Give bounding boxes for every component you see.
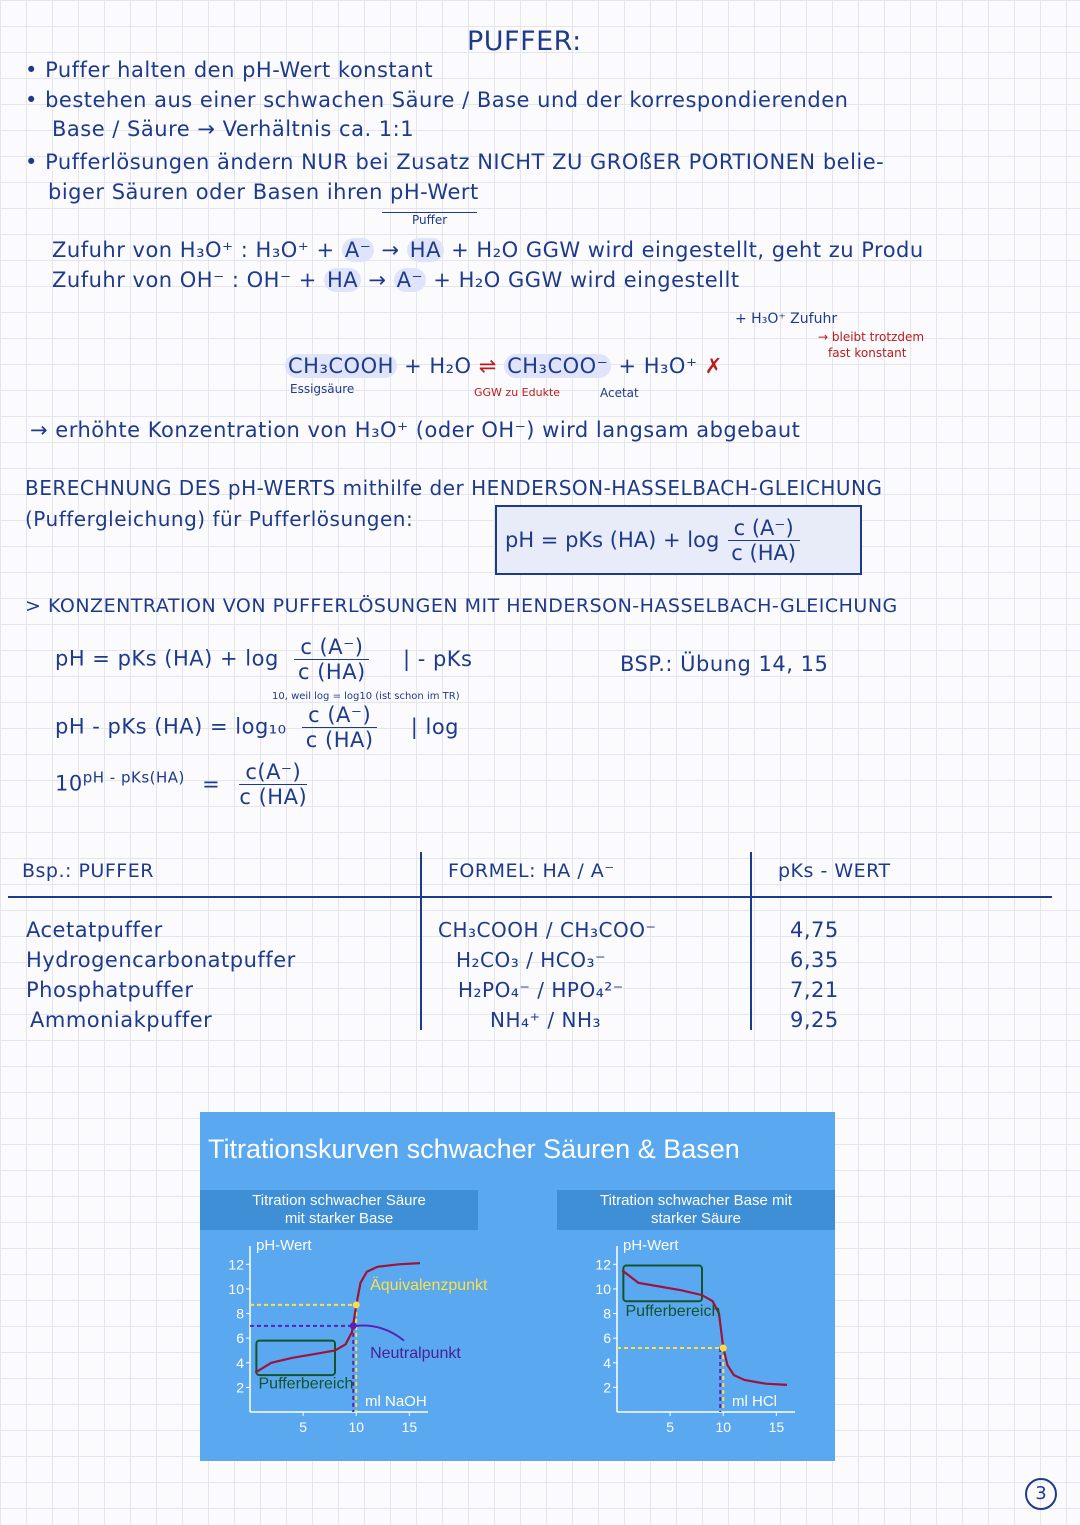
- reaction-oh-rest: + H₂O GGW wird eingestellt: [433, 268, 740, 292]
- table-cell-name: Acetatpuffer: [26, 918, 163, 942]
- conc-eq1-num: c (A⁻): [294, 635, 369, 660]
- y-tick-label: 2: [603, 1379, 611, 1396]
- puffer-label: Puffer: [412, 213, 448, 227]
- reaction-oh-arrow: →: [368, 268, 387, 292]
- table-header-puffer: Bsp.: PUFFER: [22, 860, 154, 882]
- reaction-oh-lhs: OH⁻ +: [246, 268, 317, 292]
- label-neutralpunkt: Neutralpunkt: [370, 1344, 461, 1362]
- y-tick-label: 12: [595, 1256, 611, 1273]
- reaction-oh-b: A⁻: [394, 268, 426, 292]
- y-tick-label: 4: [603, 1354, 611, 1371]
- table-header-pks: pKs - WERT: [778, 860, 891, 882]
- conc-eq1-op: | - pKs: [402, 646, 473, 671]
- equilibrium-equation: [285, 354, 723, 378]
- conc-eq1-den: c (HA): [297, 660, 366, 684]
- formula-fraction: [725, 516, 802, 565]
- x-tick-label: 10: [715, 1419, 732, 1435]
- reaction-h3o-a: A⁻: [342, 238, 374, 262]
- cross-icon: ✗: [704, 354, 723, 378]
- example-exercise: BSP.: Übung 14, 15: [620, 652, 829, 676]
- table-cell-pks: 4,75: [790, 918, 839, 942]
- panel-head-base: Titration schwacher Base mit starker Säure: [557, 1190, 835, 1230]
- eq-plus-water: + H₂O: [404, 354, 472, 378]
- y-tick-label: 6: [603, 1330, 611, 1347]
- titration-chart: [200, 1112, 835, 1461]
- conc-eq1-fraction: [292, 635, 372, 684]
- y-tick-label: 6: [236, 1330, 244, 1347]
- reaction-h3o: [52, 238, 924, 262]
- reaction-oh-a: HA: [324, 268, 361, 292]
- table-row: [26, 918, 163, 942]
- formula-denominator: c (HA): [731, 540, 797, 565]
- conc-eq2-op: | log: [410, 714, 460, 739]
- y-tick-label: 2: [236, 1379, 244, 1396]
- puffer-bracket-label: [382, 212, 477, 227]
- bullet-1-text: Puffer halten den pH-Wert konstant: [45, 58, 434, 82]
- eq-arrow: ⇌: [478, 354, 497, 378]
- note-bleibt-konstant: → bleibt trotzdem: [818, 330, 925, 344]
- x-tick-label: 5: [666, 1419, 675, 1435]
- conc-eq2-den: c (HA): [305, 728, 374, 752]
- x-tick-label: 5: [299, 1419, 308, 1435]
- label-acetat: Acetat: [600, 386, 639, 400]
- chart-title: Titrationskurven schwacher Säuren & Basen: [208, 1134, 740, 1164]
- conc-eq3-exp: pH - pKs(HA): [82, 768, 185, 787]
- table-cell-name: Hydrogencarbonatpuffer: [26, 948, 296, 972]
- log-note: 10, weil log = log10 (ist schon im TR): [272, 691, 460, 702]
- conc-eq3-base: 10: [55, 771, 83, 796]
- henderson-heading: BERECHNUNG DES pH-WERTS mithilfe der HENDERSON-HASSELBACH-GLEICHUNG: [25, 476, 883, 500]
- y-axis-label: pH-Wert: [256, 1237, 312, 1254]
- table-cell-formula: CH₃COOH / CH₃COO⁻: [438, 918, 657, 942]
- conc-eq1-lhs: pH = pKs (HA) + log: [55, 646, 279, 671]
- conc-eq3-den: c (HA): [239, 785, 308, 809]
- eq-acetic-acid: CH₃COOH: [285, 354, 397, 378]
- concentration-heading: > KONZENTRATION VON PUFFERLÖSUNGEN MIT HENDERSON-HASSELBACH-GLEICHUNG: [25, 595, 898, 617]
- label-aequivalenzpunkt: Äquivalenzpunkt: [370, 1277, 488, 1295]
- x-tick-label: 15: [401, 1419, 418, 1435]
- reaction-h3o-arrow: →: [381, 238, 400, 262]
- y-tick-label: 10: [228, 1280, 244, 1297]
- page-title: PUFFER:: [467, 26, 582, 57]
- eq-acetate: CH₃COO⁻: [504, 354, 611, 378]
- table-header-formel: FORMEL: HA / A⁻: [448, 860, 615, 882]
- table-cell-pks: 9,25: [790, 1008, 839, 1032]
- conc-eq3-fraction: [233, 760, 313, 809]
- table-col-divider-1: [420, 852, 422, 1030]
- table-col-divider-2: [750, 852, 752, 1030]
- label-pufferbereich: Pufferbereich: [625, 1303, 721, 1320]
- henderson-subheading: (Puffergleichung) für Pufferlösungen:: [25, 507, 414, 531]
- bullet-3-text: Pufferlösungen ändern NUR bei Zusatz NICHT ZU GROßER PORTIONEN belie-: [45, 150, 885, 174]
- label-pufferbereich: Pufferbereich: [258, 1375, 354, 1393]
- conc-eq1: [55, 635, 472, 684]
- titration-curve: [622, 1271, 787, 1385]
- y-tick-label: 10: [595, 1280, 611, 1297]
- page-number: 3: [1025, 1478, 1057, 1510]
- bullet-2-text: bestehen aus einer schwachen Säure / Base und der korrespondierenden: [45, 88, 849, 112]
- table-cell-pks: 7,21: [790, 978, 839, 1002]
- label-ggw-edukte: GGW zu Edukte: [474, 386, 561, 399]
- reaction-oh-prefix: Zufuhr von OH⁻ :: [52, 268, 240, 292]
- formula-lhs: pH = pKs (HA) + log: [505, 528, 720, 552]
- increase-line: → erhöhte Konzentration von H₃O⁺ (oder OH⁻) wird langsam abgebaut: [30, 418, 801, 442]
- conc-eq2-lhs: pH - pKs (HA) = log₁₀: [55, 714, 287, 739]
- henderson-formula-box: [495, 505, 862, 575]
- eq-plus-h3o: + H₃O⁺: [618, 354, 698, 378]
- y-axis-label: pH-Wert: [623, 1237, 679, 1254]
- formula-numerator: c (A⁻): [728, 516, 800, 541]
- reaction-h3o-prefix: Zufuhr von H₃O⁺ :: [52, 238, 249, 262]
- neutral-point-marker: [350, 1322, 357, 1329]
- table-row: [26, 978, 193, 1002]
- table-cell-pks: 6,35: [790, 948, 839, 972]
- equivalence-point-marker: [720, 1345, 727, 1352]
- note-fast-konstant: fast konstant: [828, 346, 907, 360]
- reaction-h3o-lhs: H₃O⁺ +: [255, 238, 335, 262]
- reaction-h3o-b: HA: [407, 238, 444, 262]
- neutral-curve: [356, 1326, 404, 1341]
- conc-eq2: [55, 703, 459, 752]
- reaction-h3o-rest: + H₂O GGW wird eingestellt, geht zu Produ: [451, 238, 924, 262]
- bullet-2-cont: Base / Säure → Verhältnis ca. 1:1: [52, 117, 415, 141]
- table-cell-formula: H₂PO₄⁻ / HPO₄²⁻: [458, 978, 624, 1002]
- y-tick-label: 8: [603, 1305, 611, 1322]
- table-cell-formula: H₂CO₃ / HCO₃⁻: [456, 948, 607, 972]
- equivalence-point-marker: [353, 1301, 360, 1308]
- table-cell-formula: NH₄⁺ / NH₃: [490, 1008, 602, 1032]
- conc-eq3-num: c(A⁻): [239, 760, 307, 785]
- reaction-oh: [52, 268, 740, 292]
- bullet-3-cont: biger Säuren oder Basen ihren pH-Wert: [48, 180, 479, 204]
- y-tick-label: 8: [236, 1305, 244, 1322]
- table-header-rule: [8, 896, 1052, 898]
- x-axis-label: ml HCl: [732, 1393, 777, 1410]
- table-row: [30, 1008, 212, 1032]
- label-essigsaeure: Essigsäure: [290, 382, 355, 396]
- x-axis-label: ml NaOH: [365, 1393, 427, 1410]
- conc-eq2-num: c (A⁻): [302, 703, 377, 728]
- x-tick-label: 15: [768, 1419, 785, 1435]
- conc-eq2-fraction: [300, 703, 380, 752]
- y-tick-label: 4: [236, 1354, 244, 1371]
- y-tick-label: 12: [228, 1256, 244, 1273]
- conc-eq3-eq: =: [202, 771, 221, 796]
- note-h3o-zufuhr: + H₃O⁺ Zufuhr: [735, 311, 838, 327]
- table-row: [26, 948, 296, 972]
- buffer-region-box: [623, 1266, 702, 1302]
- panel-head-acid: Titration schwacher Säure mit starker Base: [200, 1190, 478, 1230]
- table-cell-name: Phosphatpuffer: [26, 978, 194, 1002]
- bullet-2: • bestehen aus einer schwachen Säure / Base und der korrespondierenden: [25, 88, 849, 112]
- conc-eq3: [55, 760, 313, 809]
- x-tick-label: 10: [348, 1419, 365, 1435]
- bullet-3: • Pufferlösungen ändern NUR bei Zusatz NICHT ZU GROßER PORTIONEN belie-: [25, 150, 885, 174]
- bullet-1: • Puffer halten den pH-Wert konstant: [25, 58, 434, 82]
- chart-plot: [200, 1112, 835, 1461]
- table-cell-name: Ammoniakpuffer: [30, 1008, 213, 1032]
